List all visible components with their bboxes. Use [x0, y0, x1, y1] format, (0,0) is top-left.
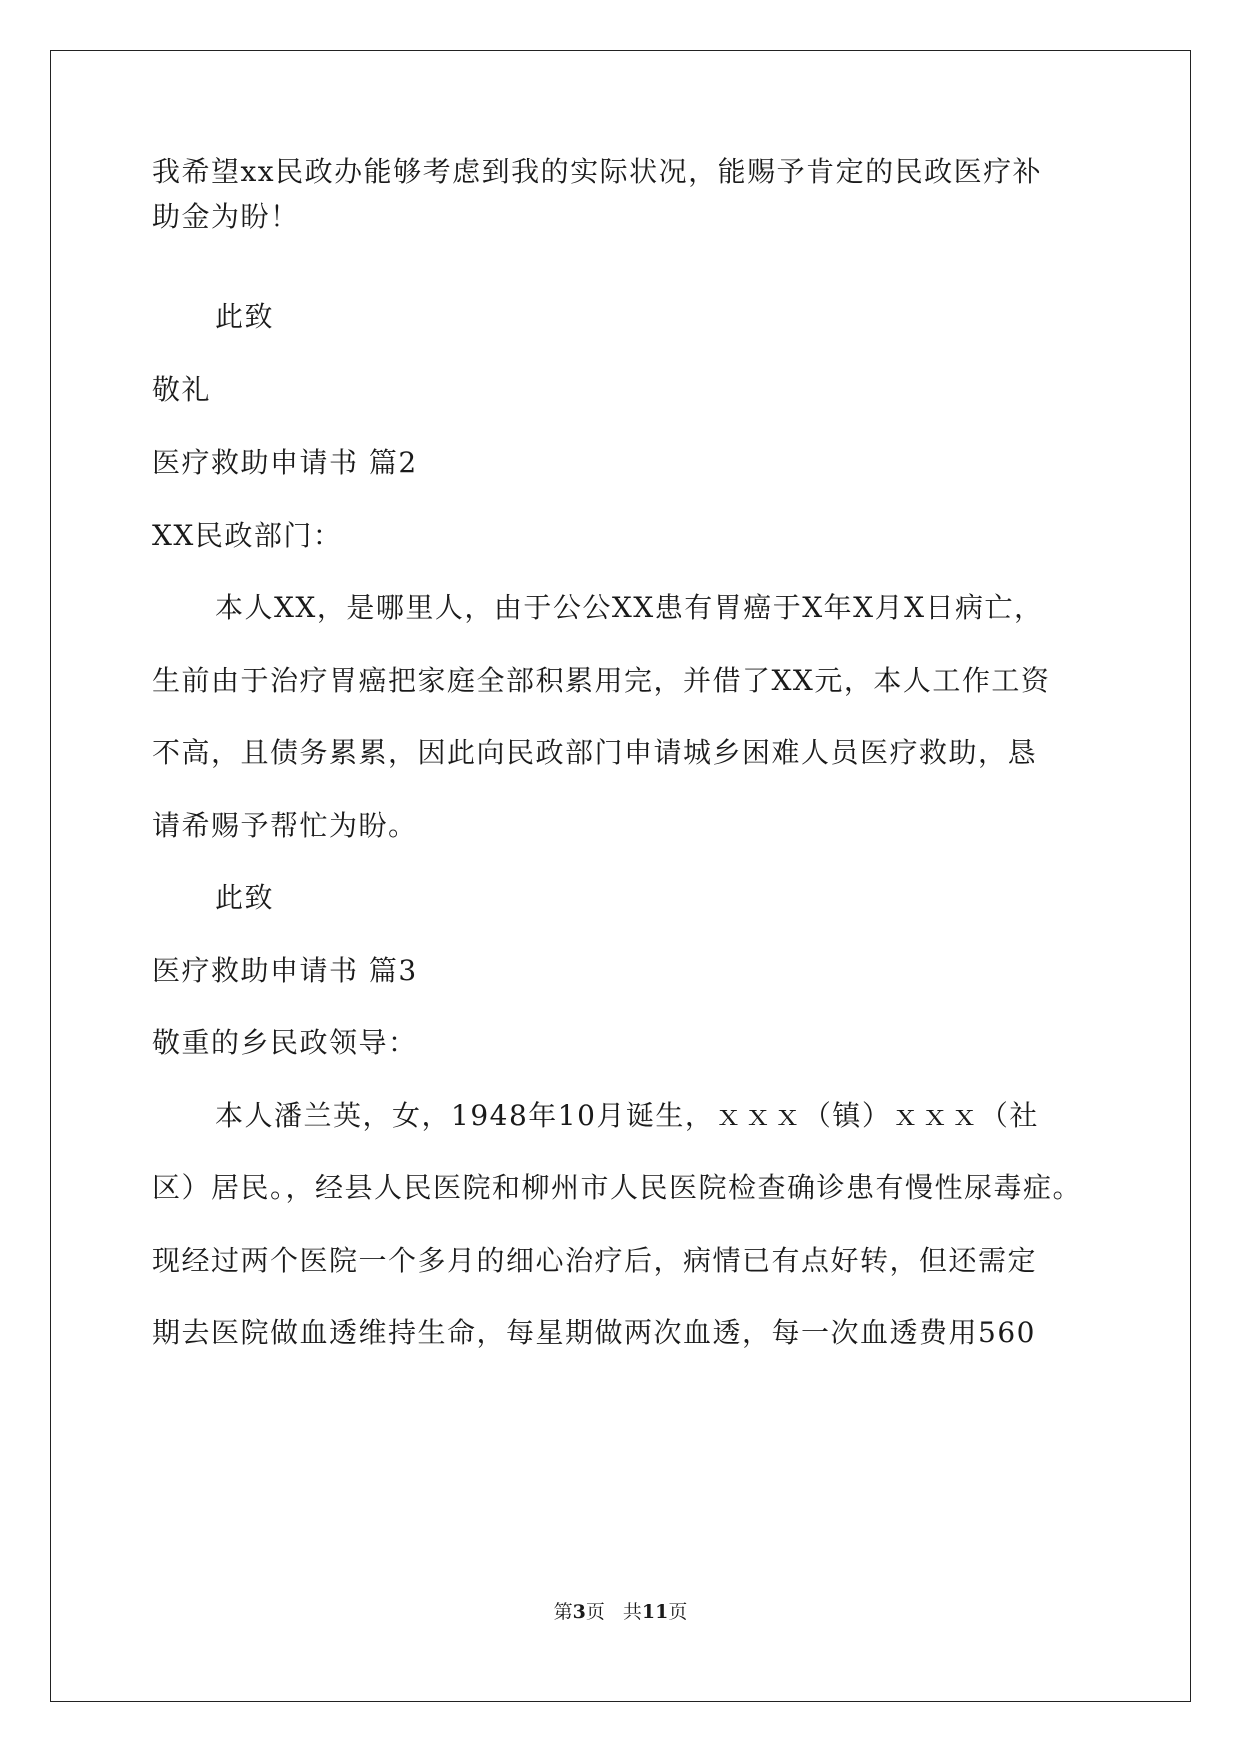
body-line: 期去医院做血透维持生命，每星期做两次血透，每一次血透费用560	[152, 1316, 1036, 1349]
body-line: 生前由于治疗胃癌把家庭全部积累用完，并借了XX元，本人工作工资	[152, 664, 1051, 697]
page-suffix: 页	[585, 1601, 605, 1623]
recipient-line: 敬重的乡民政领导：	[152, 1026, 418, 1059]
closing-salutation: 此致	[215, 300, 275, 333]
total-pages: 11	[641, 1601, 669, 1623]
page-number: 3	[572, 1601, 586, 1623]
section-heading: 医疗救助申请书 篇3	[152, 954, 418, 987]
section-heading: 医疗救助申请书 篇2	[152, 446, 418, 479]
body-line: 不高，且债务累累，因此向民政部门申请城乡困难人员医疗救助，恳	[152, 736, 1038, 769]
total-suffix: 页	[668, 1601, 688, 1623]
body-line: 助金为盼！	[152, 200, 300, 233]
body-line: 请希赐予帮忙为盼。	[152, 809, 418, 842]
page-prefix: 第	[553, 1601, 573, 1623]
body-line: 本人潘兰英，女，1948年10月诞生，ｘｘｘ（镇）ｘｘｘ（社	[215, 1099, 1039, 1132]
recipient-line: XX民政部门：	[152, 519, 343, 552]
body-line: 本人XX，是哪里人，由于公公XX患有胃癌于X年X月X日病亡，	[215, 591, 1044, 624]
closing-salutation: 此致	[215, 881, 275, 914]
total-prefix: 共	[622, 1601, 642, 1623]
page-footer	[0, 1600, 1241, 1624]
closing-regards: 敬礼	[152, 373, 212, 406]
body-line: 现经过两个医院一个多月的细心治疗后，病情已有点好转，但还需定	[152, 1244, 1038, 1277]
page-border	[50, 50, 1191, 1702]
body-line: 区）居民。，经县人民医院和柳州市人民医院检查确诊患有慢性尿毒症。	[152, 1171, 1083, 1204]
body-line: 我希望xx民政办能够考虑到我的实际状况，能赐予肯定的民政医疗补	[152, 155, 1043, 188]
